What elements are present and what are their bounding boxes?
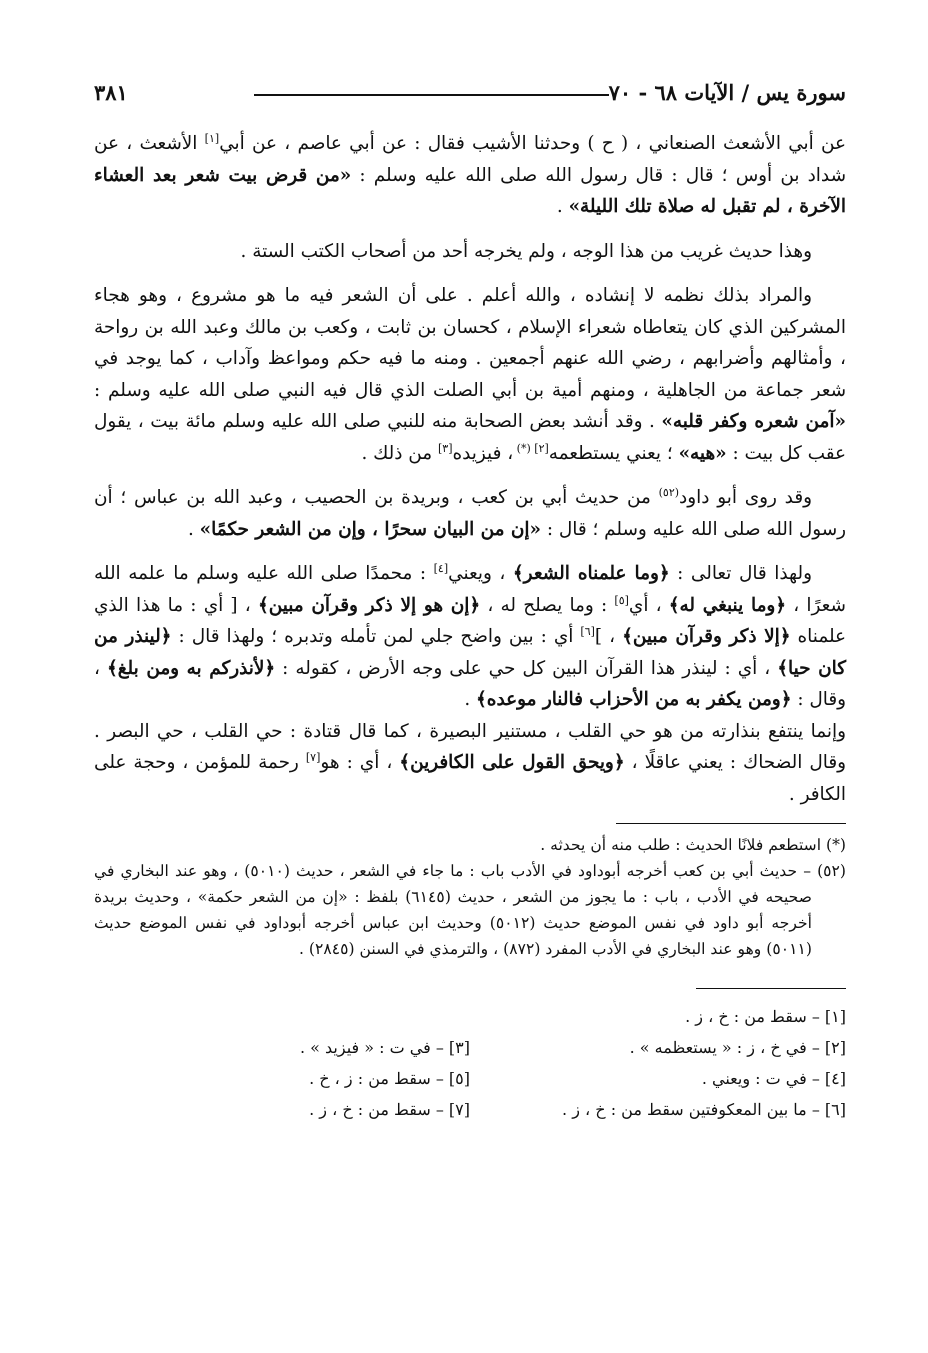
text-run: : محمدًا صلى الله عليه وسلم ما علمه الله شعرًا ،	[94, 563, 846, 616]
text-run: وإنما ينتفع بنذارته من هو حي القلب ، مستنير البصيرة ، كما قال قتادة : حي القلب ، حي البصر . وقال الضحاك : يعني عاقلًا ،	[94, 720, 847, 773]
apparatus-row	[94, 1001, 846, 1032]
hadith-quote: «هيه»	[678, 442, 727, 464]
footnote-star: (*) استطعم فلانًا الحديث : طلب منه أن يحدثه .	[540, 836, 846, 854]
page-number: ٣٨١	[94, 79, 128, 105]
text-run: ، ]	[594, 626, 623, 647]
text-run: من حديث أبي بن كعب ، وبريدة بن الحصيب ، وعبد الله بن عباس ؛ أن رسول الله صلى الله عليه وسلم ؛ قال :	[94, 487, 846, 540]
variant-marker: [٢]	[534, 441, 549, 455]
text-run: الأشعث ، عن شداد بن أوس ؛ قال : قال رسول الله صلى الله عليه وسلم :	[94, 133, 846, 186]
apparatus-row	[94, 1094, 846, 1125]
quran-quote: ﴿لينذر من كان حيا﴾	[94, 626, 846, 679]
quran-quote: ﴿وما علمناه الشعر﴾	[512, 563, 670, 584]
footnote-rule	[616, 823, 846, 824]
surah-title: سورة يس / الآيات ٦٨ - ٧٠	[608, 79, 846, 105]
text-run: أي : بين واضح جلي لمن تأمله وتدبره ؛ ولهذا قال :	[171, 626, 581, 647]
header-rule	[254, 94, 609, 96]
text-run: ، أي	[628, 594, 669, 616]
apparatus-entry: [٣] – في ت : « فيزيد » .	[299, 1038, 470, 1057]
quran-quote: ﴿لأنذركم به ومن بلغ﴾	[106, 657, 276, 679]
quran-quote: ﴿ومن يكفر به من الأحزاب فالنار موعده﴾	[476, 689, 792, 710]
critical-apparatus	[94, 1001, 846, 1125]
text-run: رحمة للمؤمن ، وحجة على الكافر .	[94, 752, 846, 805]
text-run: عن أبي الأشعث الصنعاني ، ( ح ) وحدثنا الأشيب فقال : عن أبي عاصم ، عن أبي	[219, 133, 847, 154]
variant-marker: [٤]	[433, 561, 449, 575]
quran-quote: ﴿إن هو إلا ذكر وقرآن مبين﴾	[257, 594, 481, 616]
quran-quote: ﴿إلا ذكر وقرآن مبين﴾	[622, 626, 791, 647]
quran-quote: ﴿ويحق القول على الكافرين﴾	[399, 752, 625, 773]
apparatus-rule	[696, 988, 846, 989]
variant-marker: [٥]	[614, 593, 629, 607]
hadith-quote: «آمن شعره وكفر قلبه»	[661, 411, 846, 432]
paragraph-3	[94, 280, 846, 469]
text-run: ، فيزيده	[452, 442, 514, 464]
text-run: وقد روى أبو داود	[679, 487, 812, 508]
paragraph-4	[94, 482, 846, 545]
text-run: من ذلك .	[361, 442, 438, 464]
text-run: .	[187, 518, 200, 540]
footnote-52: (٥٢) – حديث أبي بن كعب أخرجه أبوداود في الأدب باب : ما جاء في الشعر ، حديث (٥٠١٠) ، وهو عند البخاري في صحيحه في الأدب ، باب : ما يجوز من الشعر ، حديث (٦١٤٥) بلفظ : «إن من الشعر حكمة» ، وحديث بريدة أخرجه أبو داود في نفس الموضع حديث (٥٠١٢) وحديث ابن عباس أخرجه أبوداود في نفس الموضع حديث (٥٠١١) وهو عند البخاري في الأدب المفرد (٨٧٢) ، والترمذي في السنن (٢٨٤٥) .	[94, 862, 847, 958]
footnote-marker: (*)	[513, 441, 535, 455]
apparatus-entry: [٦] – ما بين المعكوفتين سقط من : خ ، ز .	[562, 1100, 846, 1119]
text-run: .	[464, 689, 477, 710]
footnote-marker: (٥٢)	[658, 485, 680, 499]
text-run: . وقد أنشد بعض الصحابة منه للنبي صلى الله عليه وسلم مائة بيت ، يقول عقب كل بيت :	[94, 411, 846, 464]
running-header	[94, 70, 846, 114]
variant-marker: [٦]	[580, 624, 595, 638]
paragraph-2: وهذا حديث غريب من هذا الوجه ، ولم يخرجه أحد من أصحاب الكتب الستة .	[240, 240, 812, 262]
text-run: ولهذا قال تعالى :	[669, 563, 812, 584]
text-run: ، [ أي : ما هذا الذي علمناه	[94, 594, 847, 647]
text-run: ، أي : هو	[320, 752, 400, 773]
text-run: ، وقال :	[94, 657, 846, 710]
text-run: ؛ يعني يستطعمه	[548, 442, 679, 464]
variant-marker: [٧]	[305, 750, 321, 764]
text-run: : وما يصلح له ،	[480, 594, 615, 616]
paragraph-6	[94, 716, 846, 811]
hadith-quote: «من قرض بيت شعر بعد العشاء الآخرة ، لم تقبل له صلاة تلك الليلة»	[94, 164, 846, 217]
footnotes	[94, 832, 846, 962]
text-run: ، أي : لينذر هذا القرآن البين كل حي على وجه الأرض ، كقوله :	[275, 657, 778, 679]
variant-marker: [٣]	[437, 441, 453, 455]
header-rule-wrap	[128, 88, 609, 96]
paragraph-1	[94, 128, 846, 223]
apparatus-entry: [١] – سقط من : خ ، ز .	[685, 1007, 846, 1026]
variant-marker: [١]	[204, 131, 220, 145]
text-run: والمراد بذلك نظمه لا إنشاده ، والله أعلم . على أن الشعر فيه ما هو مشروع ، وهو هجاء المشركين الذي كان يتعاطاه شعراء الإسلام ، كحسان بن ثابت ، وكعب بن مالك وعبد الله بن رواحة ، وأمثالهم وأضرابهم ، رضي الله عنهم أجمعين . ومنه ما فيه حكم ومواعظ وآداب ، كما يوجد في شعر جماعة من الجاهلية ، ومنهم أمية بن أبي الصلت الذي قال فيه النبي صلى الله عليه وسلم :	[94, 285, 846, 401]
text-run: ، ويعني	[448, 563, 513, 584]
apparatus-entry: [٢] – في خ ، ز : « يستعظمه » .	[629, 1038, 846, 1057]
text-run: .	[556, 196, 569, 217]
apparatus-entry-empty	[94, 1001, 470, 1032]
apparatus-row	[94, 1063, 846, 1094]
apparatus-row	[94, 1032, 846, 1063]
apparatus-entry: [٤] – في ت : ويعني .	[701, 1069, 846, 1088]
apparatus-entry: [٥] – سقط من : ز ، خ .	[309, 1069, 470, 1088]
hadith-quote: «إن من البيان سحرًا ، وإن من الشعر حكمًا»	[199, 518, 541, 540]
main-text	[94, 128, 846, 810]
paragraph-5	[94, 558, 846, 716]
quran-quote: ﴿وما ينبغي له﴾	[668, 594, 787, 616]
apparatus-entry: [٧] – سقط من : خ ، ز .	[309, 1100, 470, 1119]
